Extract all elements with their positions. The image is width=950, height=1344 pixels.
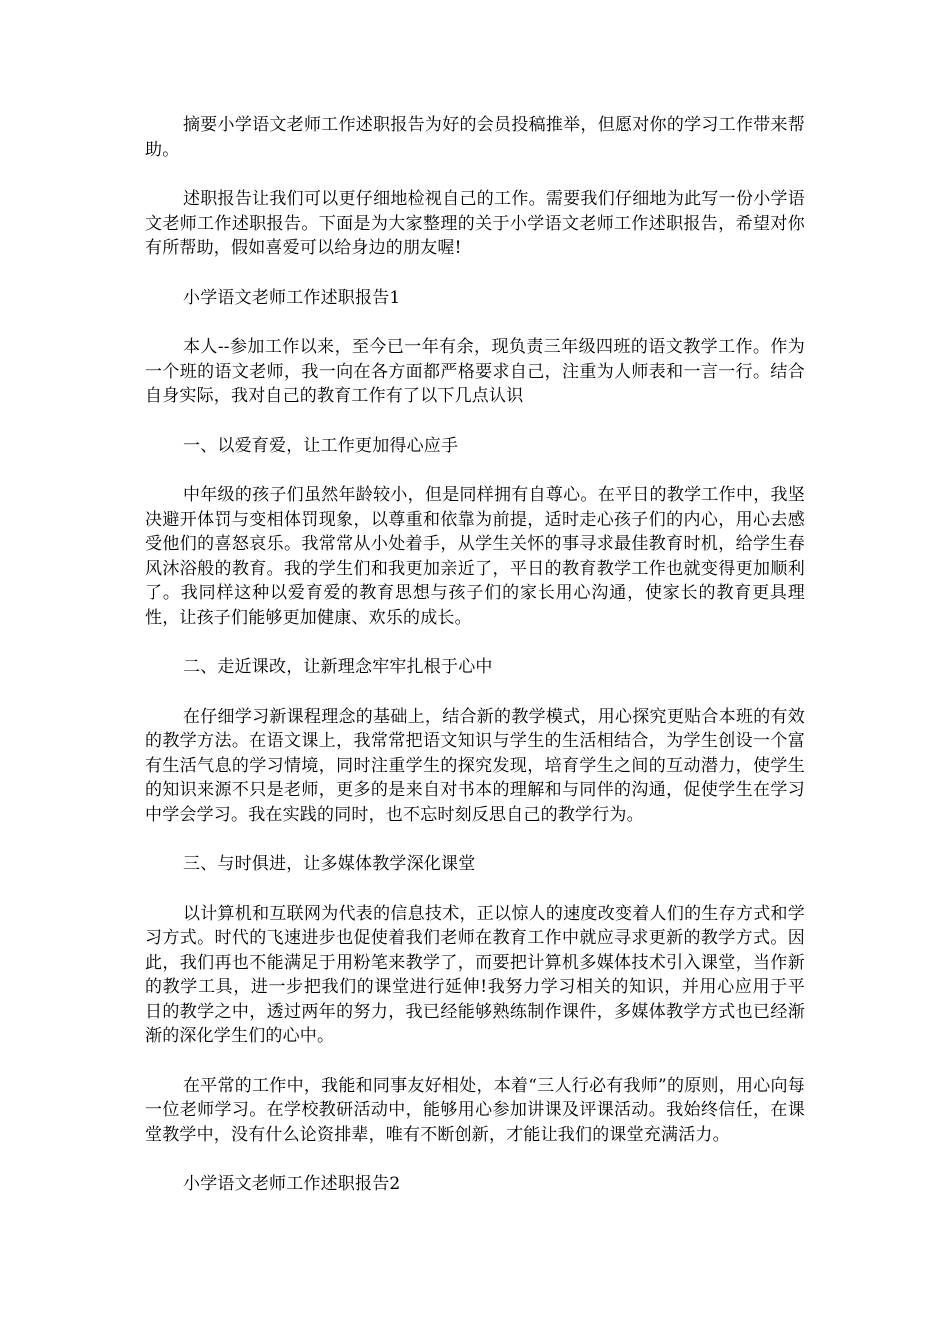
section-heading-3: 三、与时俱进，让多媒体教学深化课堂 [183,854,476,874]
body-paragraph: 本人--参加工作以来，至今已一年有余，现负责三年级四班的语文教学工作。作为一个班的语文老师，我一向在各方面都严格要求自己，注重为人师表和一言一行。结合自身实际，我对自己的教育工作有了以下几点认识 [145,337,805,406]
report-2-heading: 小学语文老师工作述职报告2 [183,1174,401,1194]
document-page [145,113,805,1222]
report-1-heading: 小学语文老师工作述职报告1 [183,287,401,308]
section-heading-2: 二、走近课改，让新理念牢牢扎根于心中 [183,657,493,677]
body-paragraph: 在仔细学习新课程理念的基础上，结合新的教学模式，用心探究更贴合本班的有效的教学方法。在语文课上，我常常把语文知识与学生的生活相结合，为学生创设一个富有生活气息的学习情境，同时注重学生的探究发现，培育学生之间的互动潜力，使学生的知识来源不只是老师，更多的是来自对书本的理解和与同伴的沟通，促使学生在学习中学会学习。我在实践的同时，也不忘时刻反思自己的教学行为。 [145,706,805,825]
body-paragraph: 在平常的工作中，我能和同事友好相处，本着“三人行必有我师”的原则，用心向每一位老师学习。在学校教研活动中，能够用心参加讲课及评课活动。我始终信任，在课堂教学中，没有什么论资排辈，唯有不断创新，才能让我们的课堂充满活力。 [145,1075,805,1145]
body-paragraph: 以计算机和互联网为代表的信息技术，正以惊人的速度改变着人们的生存方式和学习方式。时代的飞速进步也促使着我们老师在教育工作中就应寻求更新的教学方式。因此，我们再也不能满足于用粉笔来教学了，而要把计算机多媒体技术引入课堂，当作新的教学工具，进一步把我们的课堂进行延伸!我努力学习相关的知识，并用心应用于平日的教学之中，透过两年的努力，我已经能够熟练制作课件，多媒体教学方式也已经渐渐的深化学生们的心中。 [145,903,805,1046]
abstract-paragraph: 摘要小学语文老师工作述职报告为好的会员投稿推举，但愿对你的学习工作带来帮助。 [145,115,805,160]
intro-paragraph: 述职报告让我们可以更仔细地检视自己的工作。需要我们仔细地为此写一份小学语文老师工作述职报告。下面是为大家整理的关于小学语文老师工作述职报告，希望对你有所帮助，假如喜爱可以给身边的朋友喔! [145,189,805,258]
body-paragraph: 中年级的孩子们虽然年龄较小，但是同样拥有自尊心。在平日的教学工作中，我坚决避开体罚与变相体罚现象，以尊重和依靠为前提，适时走心孩子们的内心，用心去感受他们的喜怒哀乐。我常常从小处着手，从学生关怀的事寻求最佳教育时机，给学生春风沐浴般的教育。我的学生们和我更加亲近了，平日的教育教学工作也就变得更加顺利了。我同样这种以爱育爱的教育思想与孩子们的家长用心沟通，使家长的教育更具理性，让孩子们能够更加健康、欢乐的成长。 [145,485,805,628]
section-heading-1: 一、以爱育爱，让工作更加得心应手 [183,435,459,456]
